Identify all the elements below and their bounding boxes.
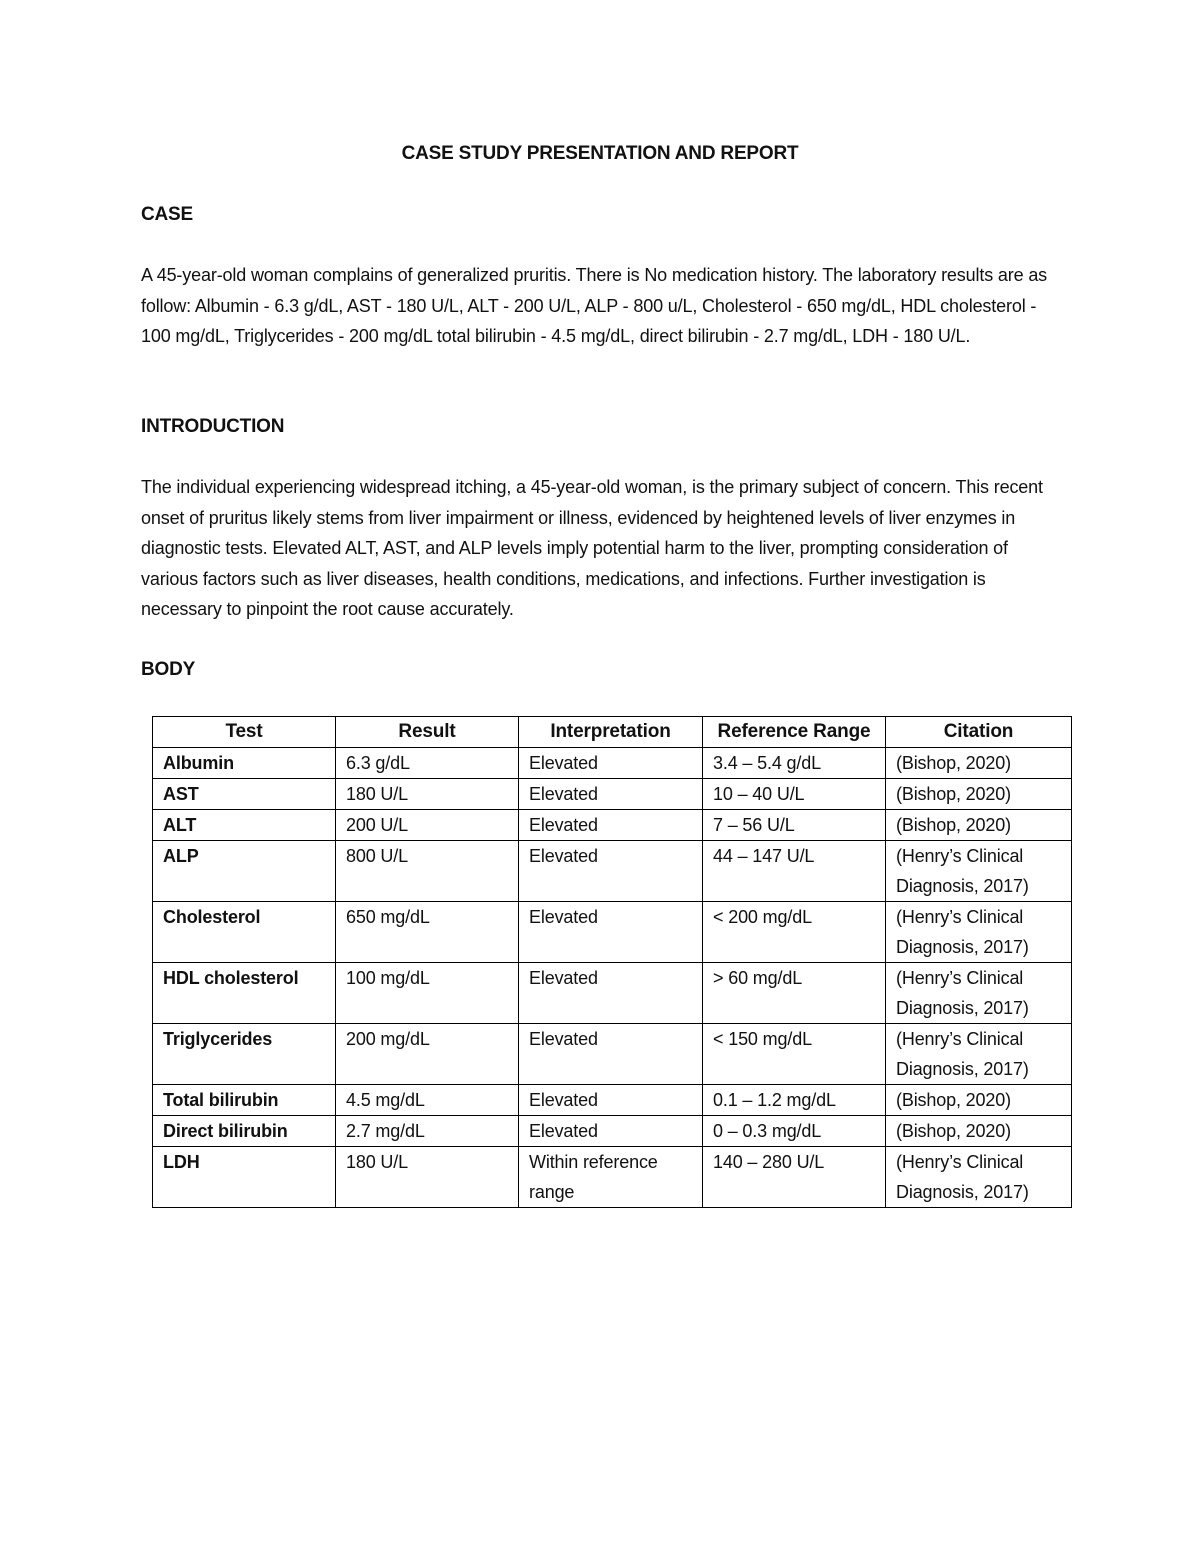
interpretation-cell: Elevated bbox=[519, 1116, 703, 1147]
table-row bbox=[153, 779, 1072, 810]
citation-cell: (Bishop, 2020) bbox=[886, 810, 1072, 841]
reference-range-cell: 140 – 280 U/L bbox=[703, 1147, 886, 1208]
citation-cell: (Bishop, 2020) bbox=[886, 779, 1072, 810]
table-row bbox=[153, 841, 1072, 902]
table-row bbox=[153, 902, 1072, 963]
header-test: Test bbox=[153, 717, 336, 748]
reference-range-cell: > 60 mg/dL bbox=[703, 963, 886, 1024]
test-name: Total bilirubin bbox=[153, 1085, 336, 1116]
lab-results-table bbox=[152, 716, 1072, 1208]
table-row bbox=[153, 1116, 1072, 1147]
interpretation-cell: Elevated bbox=[519, 748, 703, 779]
body-heading: BODY bbox=[141, 659, 196, 680]
case-paragraph: A 45-year-old woman complains of generalized pruritis. There is No medication history. The laboratory results are as follow: Albumin - 6.3 g/dL, AST - 180 U/L, ALT - 200 U/L, ALP - 800 u/L, Cholesterol - 650 mg/dL, HDL cholesterol - 100 mg/dL, Triglycerides - 200 mg/dL total bilirubin - 4.5 mg/dL, direct bilirubin - 2.7 mg/dL, LDH - 180 U/L. bbox=[141, 265, 1048, 346]
interpretation-cell: Within reference range bbox=[519, 1147, 703, 1208]
reference-range-cell: 44 – 147 U/L bbox=[703, 841, 886, 902]
table-row bbox=[153, 748, 1072, 779]
table-body bbox=[153, 748, 1072, 1208]
citation-cell: (Henry’s Clinical Diagnosis, 2017) bbox=[886, 1024, 1072, 1085]
header-reference-range: Reference Range bbox=[703, 717, 886, 748]
result-cell: 200 U/L bbox=[336, 810, 519, 841]
test-name: AST bbox=[153, 779, 336, 810]
interpretation-cell: Elevated bbox=[519, 841, 703, 902]
interpretation-cell: Elevated bbox=[519, 810, 703, 841]
result-cell: 200 mg/dL bbox=[336, 1024, 519, 1085]
citation-cell: (Bishop, 2020) bbox=[886, 748, 1072, 779]
citation-cell: (Bishop, 2020) bbox=[886, 1116, 1072, 1147]
test-name: Albumin bbox=[153, 748, 336, 779]
document-title: CASE STUDY PRESENTATION AND REPORT bbox=[401, 143, 799, 164]
table-row bbox=[153, 1147, 1072, 1208]
reference-range-cell: 0.1 – 1.2 mg/dL bbox=[703, 1085, 886, 1116]
interpretation-cell: Elevated bbox=[519, 1024, 703, 1085]
case-heading: CASE bbox=[141, 204, 193, 225]
interpretation-cell: Elevated bbox=[519, 1085, 703, 1116]
table-row bbox=[153, 1024, 1072, 1085]
citation-cell: (Henry’s Clinical Diagnosis, 2017) bbox=[886, 1147, 1072, 1208]
citation-cell: (Henry’s Clinical Diagnosis, 2017) bbox=[886, 841, 1072, 902]
result-cell: 180 U/L bbox=[336, 779, 519, 810]
introduction-heading: INTRODUCTION bbox=[141, 416, 285, 437]
interpretation-cell: Elevated bbox=[519, 902, 703, 963]
table-row bbox=[153, 1085, 1072, 1116]
reference-range-cell: < 200 mg/dL bbox=[703, 902, 886, 963]
result-cell: 2.7 mg/dL bbox=[336, 1116, 519, 1147]
test-name: Cholesterol bbox=[153, 902, 336, 963]
table-header-row bbox=[153, 717, 1072, 748]
result-cell: 180 U/L bbox=[336, 1147, 519, 1208]
test-name: HDL cholesterol bbox=[153, 963, 336, 1024]
result-cell: 6.3 g/dL bbox=[336, 748, 519, 779]
header-citation: Citation bbox=[886, 717, 1072, 748]
result-cell: 800 U/L bbox=[336, 841, 519, 902]
interpretation-cell: Elevated bbox=[519, 779, 703, 810]
result-cell: 100 mg/dL bbox=[336, 963, 519, 1024]
reference-range-cell: 7 – 56 U/L bbox=[703, 810, 886, 841]
table-row bbox=[153, 810, 1072, 841]
test-name: Direct bilirubin bbox=[153, 1116, 336, 1147]
citation-cell: (Henry’s Clinical Diagnosis, 2017) bbox=[886, 963, 1072, 1024]
interpretation-cell: Elevated bbox=[519, 963, 703, 1024]
test-name: LDH bbox=[153, 1147, 336, 1208]
result-cell: 650 mg/dL bbox=[336, 902, 519, 963]
introduction-paragraph: The individual experiencing widespread itching, a 45-year-old woman, is the primary subject of concern. This recent onset of pruritus likely stems from liver impairment or illness, evidenced by heightened levels of liver enzymes in diagnostic tests. Elevated ALT, AST, and ALP levels imply potential harm to the liver, prompting consideration of various factors such as liver diseases, health conditions, medications, and infections. Further investigation is necessary to pinpoint the root cause accurately. bbox=[141, 477, 1043, 619]
citation-cell: (Henry’s Clinical Diagnosis, 2017) bbox=[886, 902, 1072, 963]
reference-range-cell: < 150 mg/dL bbox=[703, 1024, 886, 1085]
test-name: ALT bbox=[153, 810, 336, 841]
header-result: Result bbox=[336, 717, 519, 748]
reference-range-cell: 3.4 – 5.4 g/dL bbox=[703, 748, 886, 779]
reference-range-cell: 0 – 0.3 mg/dL bbox=[703, 1116, 886, 1147]
test-name: ALP bbox=[153, 841, 336, 902]
test-name: Triglycerides bbox=[153, 1024, 336, 1085]
header-interpretation: Interpretation bbox=[519, 717, 703, 748]
table-row bbox=[153, 963, 1072, 1024]
result-cell: 4.5 mg/dL bbox=[336, 1085, 519, 1116]
reference-range-cell: 10 – 40 U/L bbox=[703, 779, 886, 810]
citation-cell: (Bishop, 2020) bbox=[886, 1085, 1072, 1116]
